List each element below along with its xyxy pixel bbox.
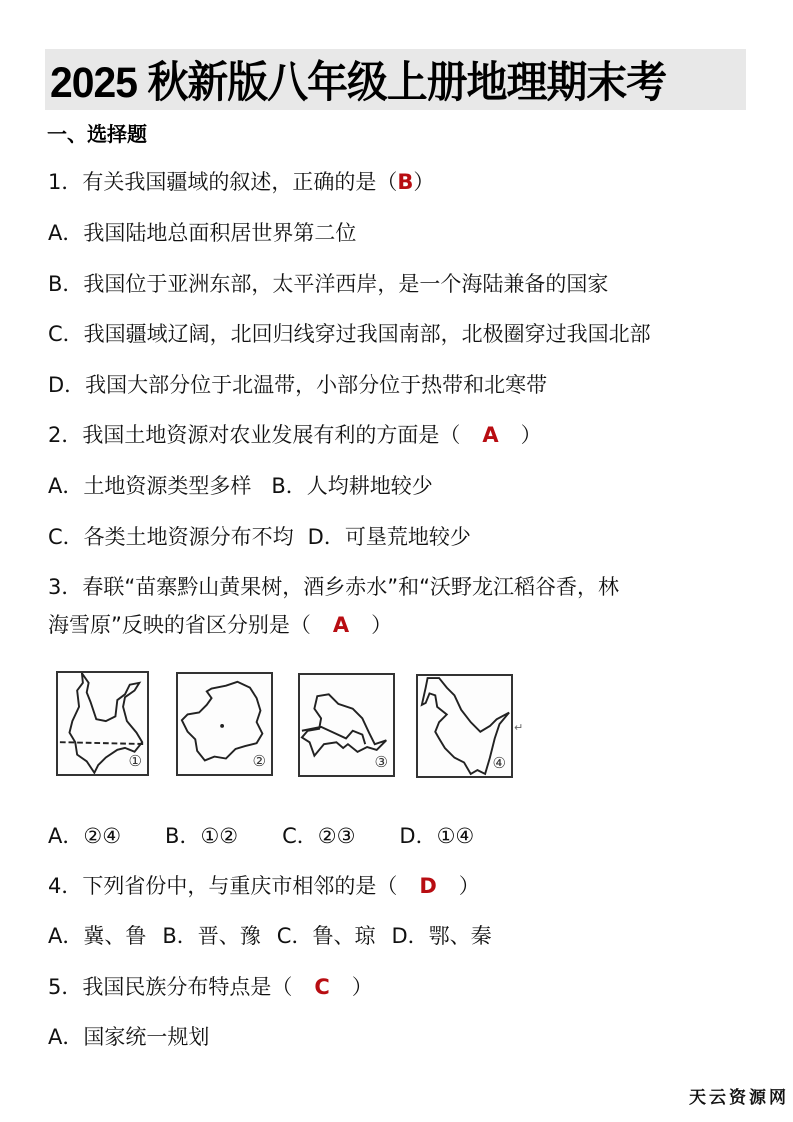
map-label: ①	[128, 752, 142, 770]
map-label: ③	[374, 753, 388, 771]
question-stem-text: 5．我国民族分布特点是（	[48, 975, 293, 999]
question-stem-text: 4．下列省份中，与重庆市相邻的是（	[48, 874, 398, 898]
question-2-option-d: D．可垦荒地较少	[307, 525, 471, 549]
document-title: 2025 秋新版八年级上册地理期末考	[50, 59, 667, 107]
title-bar	[45, 49, 746, 110]
watermark: 天云资源网	[689, 1088, 789, 1108]
question-4-stem	[48, 872, 480, 900]
map-1	[56, 671, 149, 776]
question-2-stem	[48, 421, 542, 449]
question-4-option-a: A．冀、鲁	[48, 924, 147, 948]
question-1-option-a: A．我国陆地总面积居世界第二位	[48, 221, 357, 245]
answer-badge: C	[314, 975, 330, 999]
question-1-option-b: B．我国位于亚洲东部，太平洋西岸，是一个海陆兼备的国家	[48, 272, 609, 296]
paragraph-return-mark: ↵	[514, 721, 524, 734]
question-3-stem-line-1: 3．春联“苗寨黔山黄果树，酒乡赤水”和“沃野龙江稻谷香，林	[48, 575, 619, 599]
stem-end: ）	[351, 975, 373, 999]
section-heading: 一、选择题	[47, 122, 147, 146]
question-3-option-b: B．①②	[165, 824, 239, 848]
map-label: ②	[252, 752, 266, 770]
stem-end: ）	[458, 874, 480, 898]
question-4-option-c: C．鲁、琼	[276, 924, 376, 948]
question-3-options	[48, 822, 474, 850]
question-4-option-d: D．鄂、秦	[391, 924, 492, 948]
question-stem-text: 海雪原”反映的省区分别是（	[48, 613, 311, 637]
answer-badge: A	[332, 613, 350, 637]
question-1-stem	[48, 168, 434, 196]
answer-badge: A	[482, 423, 499, 447]
map-3	[298, 673, 395, 777]
answer-badge: D	[419, 874, 437, 898]
question-1-option-c: C．我国疆域辽阔，北回归线穿过我国南部，北极圈穿过我国北部	[48, 322, 651, 346]
question-5-option-a: A．国家统一规划	[48, 1025, 210, 1049]
map-2	[176, 672, 273, 776]
question-2-option-b: B．人均耕地较少	[271, 474, 433, 498]
question-3-option-c: C．②③	[282, 824, 356, 848]
question-2-option-a: A．土地资源类型多样	[48, 474, 252, 498]
question-3-option-a: A．②④	[48, 824, 122, 848]
question-stem-text: 1．有关我国疆域的叙述，正确的是（	[48, 170, 398, 194]
stem-end: ）	[371, 613, 393, 637]
question-2-option-c: C．各类土地资源分布不均	[48, 525, 294, 549]
map-4	[416, 674, 513, 778]
question-4-options	[48, 922, 492, 950]
question-3-stem-line-2	[48, 611, 392, 639]
question-stem-text: 2．我国土地资源对农业发展有利的方面是（	[48, 423, 461, 447]
question-5-stem	[48, 973, 373, 1001]
question-1-option-d: D．我国大部分位于北温带，小部分位于热带和北寒带	[48, 373, 548, 397]
map-label: ④	[492, 754, 506, 772]
question-3-option-d: D．①④	[399, 824, 475, 848]
stem-end: ）	[520, 423, 542, 447]
question-2-options-row-2	[48, 523, 471, 551]
stem-end: ）	[413, 170, 435, 194]
answer-badge: B	[397, 170, 414, 194]
question-4-option-b: B．晋、豫	[162, 924, 261, 948]
question-2-options-row-1	[48, 472, 433, 500]
province-maps-figure	[48, 664, 528, 789]
